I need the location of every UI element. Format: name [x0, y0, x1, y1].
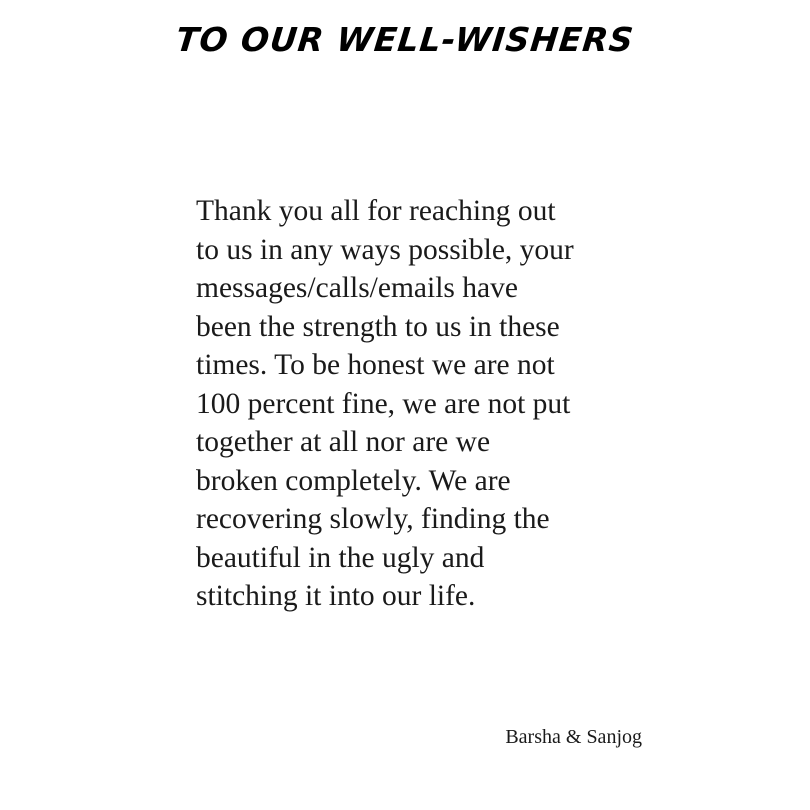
message-line: 100 percent fine, we are not put [196, 387, 571, 420]
message-line: messages/calls/emails have [196, 272, 518, 304]
message-line: been the strength to us in these [196, 310, 560, 343]
message-line: to us in any ways possible, your [196, 233, 574, 266]
message-body [196, 192, 636, 616]
message-line: stitching it into our life. [196, 580, 476, 612]
message-line: together at all nor are we [196, 426, 491, 458]
signature: Barsha & Sanjog [505, 726, 642, 748]
message-line: times. To be honest we are not [196, 349, 555, 381]
message-line: Thank you all for reaching out [196, 195, 556, 227]
message-line: recovering slowly, finding the [196, 503, 550, 535]
message-line: beautiful in the ugly and [196, 541, 485, 574]
message-line: broken completely. We are [196, 464, 511, 497]
page-title: TO OUR WELL-WISHERS [174, 20, 636, 59]
